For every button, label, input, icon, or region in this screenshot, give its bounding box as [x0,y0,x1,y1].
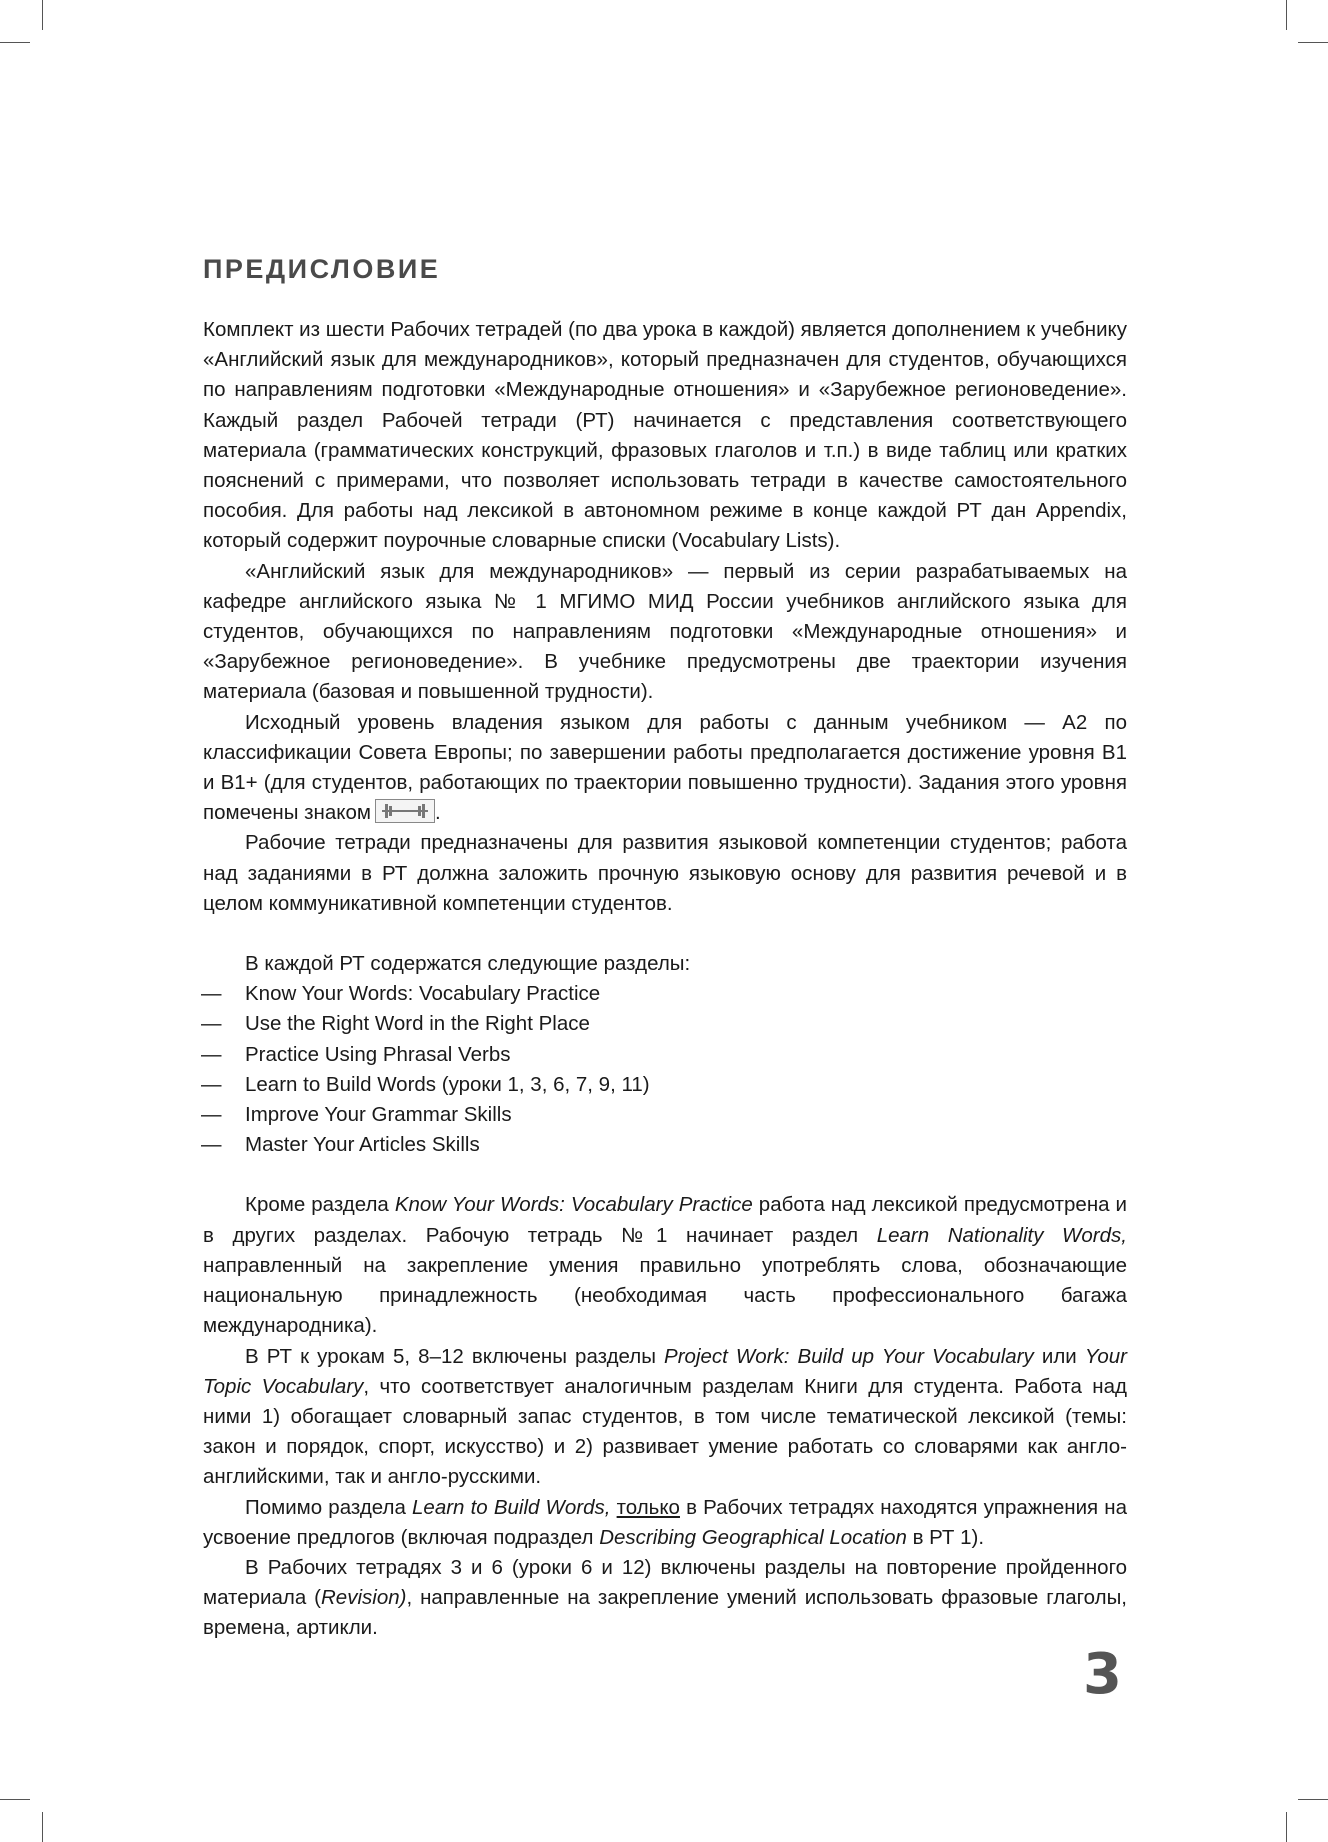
list-item-label: Improve Your Grammar Skills [245,1103,512,1127]
list-dash: — [201,1012,222,1036]
crop-mark-bottom-right-v [1286,1812,1287,1842]
page-number: 3 [1083,1642,1122,1707]
dumbbell-icon [375,799,435,823]
page-title: ПРЕДИСЛОВИЕ [203,254,441,284]
list-dash: — [201,1042,222,1066]
text-run: , направленные на закрепление умений использовать фразовые глаголы, времена, артикли. [203,1586,1128,1640]
list-dash: — [201,982,222,1006]
italic-run: Revision) [321,1586,407,1610]
crop-mark-bottom-left-v [42,1812,43,1842]
text-run: работа над лексикой предусмотрена и в других разделах. Рабочую тетрадь №1 начинает раздел [203,1193,1128,1247]
list-item [203,1100,1127,1130]
text-run: в Рабочих тетрадях находятся упражнения на усвоение предлогов (включая подраздел [203,1495,1127,1549]
paragraph-1: Комплект из шести Рабочих тетрадей (по два урока в каждой) является дополнением к учебнику «Английский язык для международников», который предназначен для студентов, обучающихся по направлениям подготовки «Международные отношения» и «Зарубежное регионоведение». Каждый раздел Рабочей тетради (РТ) начинается с представления соответствующего материала (грамматических конструкций, фразовых глаголов и т.п.) в виде таблиц или кратких пояснений с примерами, что позволяет использовать тетради в качестве самостоятельного пособия. Для работы над лексикой в автономном режиме в конце каждой РТ дан Appendix, который содержит поурочные словарные списки (Vocabulary Lists). [203,318,1127,553]
paragraph-8 [203,1553,1127,1644]
paragraph-3-text: Исходный уровень владения языком для работы с данным учебником — А2 по классификации Совета Европы; по завершении работы предполагается достижение уровня В1 и В1+ (для студентов, работающих по траектории повышенно трудности). Задания этого уровня помечены знаком [203,710,1127,825]
list-item-label: Know Your Words: Vocabulary Practice [245,982,601,1006]
list-item-label: Master Your Articles Skills [245,1133,480,1157]
text-run: Кроме раздела [245,1193,395,1217]
document-body [203,315,1127,1644]
list-item [203,1070,1127,1100]
crop-mark-bottom-left-h [0,1799,30,1800]
list-item-label: Learn to Build Words (уроки 1, 3, 6, 7, 9, 11) [245,1072,650,1096]
paragraph-7 [203,1493,1127,1553]
italic-run: Describing Geographical Location [599,1525,907,1549]
spacer [203,919,1127,949]
italic-run: Your Topic Vocabulary [203,1344,1127,1398]
paragraph-4: Рабочие тетради предназначены для развития языковой компетенции студентов; работа над заданиями в РТ должна заложить прочную языковую основу для развития речевой и в целом коммуникативной компетенции студентов. [203,831,1127,915]
paragraph-5 [203,1190,1127,1341]
text-run: В Рабочих тетрадях 3 и 6 (уроки 6 и 12) включены разделы на повторение пройденного материала ( [203,1555,1127,1610]
text-run: направленный на закрепление умения правильно употреблять слова, обозначающие национальную принадлежность (необходимая часть профессионального багажа международника). [203,1253,1127,1338]
crop-mark-top-left-h [0,42,30,43]
text-run: , что соответствует аналогичным разделам Книги для студента. Работа над ними 1) обогащает словарный запас студентов, в том числе тематической лексикой (темы: закон и порядок, спорт, искусство) и 2) развивает умение работать со словарями как англо-английскими, так и англо-русскими. [203,1374,1127,1489]
list-dash: — [201,1133,222,1157]
list-item-label: Use the Right Word in the Right Place [245,1012,590,1036]
italic-run: Learn to Build Words, [412,1495,611,1519]
text-run: Помимо раздела [245,1495,413,1519]
list-item-label: Practice Using Phrasal Verbs [245,1042,511,1066]
list-item [203,1009,1127,1039]
list-item [203,1040,1127,1070]
sections-list [203,979,1127,1160]
paragraph-3 [203,708,1127,829]
list-intro: В каждой РТ содержатся следующие разделы: [245,952,691,976]
italic-run: Project Work: Build up Your Vocabulary [664,1344,1034,1368]
spacer [203,1160,1127,1190]
list-dash: — [201,1072,222,1096]
crop-mark-top-left-v [42,0,43,30]
list-item [203,1130,1127,1160]
underlined-run: только [616,1495,680,1519]
paragraph-2: «Английский язык для международников» — первый из серии разрабатываемых на кафедре английского языка № 1 МГИМО МИД России учебников английского языка для студентов, обучающихся по направлениям подготовки «Международные отношения» и «Зарубежное регионоведение». В учебнике предусмотрены две траектории изучения материала (базовая и повышенной трудности). [203,559,1127,704]
text-run: В РТ к урокам 5, 8–12 включены разделы [245,1344,665,1368]
paragraph-6 [203,1342,1127,1493]
text-run: или [1033,1344,1085,1368]
crop-mark-top-right-v [1286,0,1287,30]
crop-mark-bottom-right-h [1298,1799,1328,1800]
italic-run: Know Your Words: Vocabulary Practice [394,1193,753,1217]
crop-mark-top-right-h [1298,42,1328,43]
text-run: в РТ 1). [906,1525,985,1549]
paragraph-3-end: . [434,801,441,825]
list-dash: — [201,1103,222,1127]
list-item [203,979,1127,1009]
italic-run: Learn Nationality Words, [876,1223,1127,1247]
